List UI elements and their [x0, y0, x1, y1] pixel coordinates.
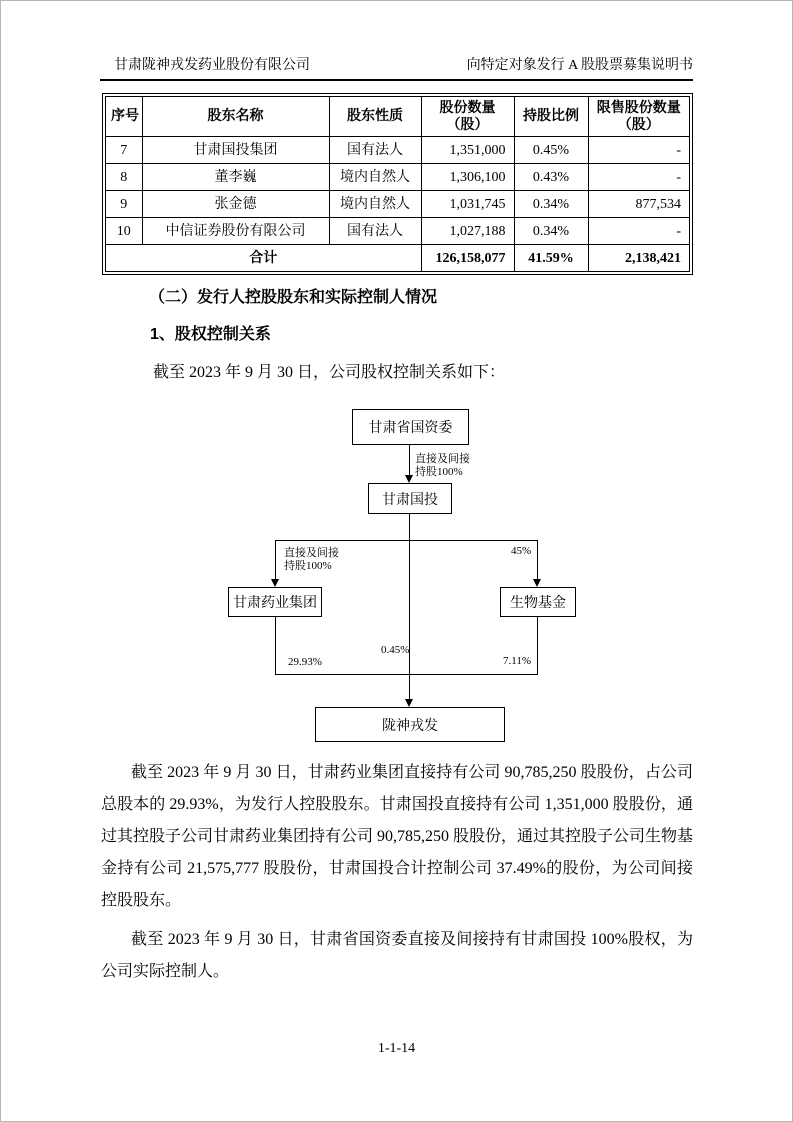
arrowhead-icon: [533, 579, 541, 587]
cell-no: 10: [106, 218, 142, 245]
node-longshen-rongfa: 陇神戎发: [315, 707, 505, 742]
connector-pharma-down: [275, 617, 276, 675]
cell-restricted: -: [588, 218, 689, 245]
intro-paragraph: 截至 2023 年 9 月 30 日，公司股权控制关系如下：: [153, 364, 506, 381]
cell-name: 张金德: [142, 191, 329, 218]
cell-total-ratio: 41.59%: [514, 245, 588, 272]
edge-label-gov-holding: 直接及间接 持股100%: [415, 453, 470, 478]
connector-branch-top: [275, 540, 538, 541]
edge-label-pharma-pct: 29.93%: [288, 656, 322, 668]
cell-restricted: -: [588, 137, 689, 164]
table-row: [106, 218, 689, 245]
connector-branch-bottom: [275, 674, 538, 675]
cell-total-shares: 126,158,077: [421, 245, 514, 272]
edge-label-guotou-biofund: 45%: [511, 545, 532, 557]
section-heading: （二）发行人控股股东和实际控制人情况: [149, 289, 438, 306]
connector-to-pharma: [275, 540, 276, 580]
col-header-no: 序号: [106, 97, 142, 137]
cell-nature: 国有法人: [329, 137, 421, 164]
cell-nature: 境内自然人: [329, 164, 421, 191]
table-row: [106, 164, 689, 191]
edge-label-biofund-pct: 7.11%: [503, 655, 532, 667]
connector-to-biofund: [537, 540, 538, 580]
connector-to-company: [409, 674, 410, 699]
cell-name: 董李巍: [142, 164, 329, 191]
table-row: [106, 191, 689, 218]
header-doc-title: 向特定对象发行 A 股股票募集说明书: [466, 58, 693, 73]
cell-ratio: 0.43%: [514, 164, 588, 191]
body-paragraph-2: 截至 2023 年 9 月 30 日，甘肃省国资委直接及间接持有甘肃国投 100%股权，为公司实际控制人。: [101, 931, 693, 980]
table-total-row: [106, 245, 689, 272]
node-gansu-sasac: 甘肃省国资委: [352, 409, 469, 445]
node-bio-fund: 生物基金: [500, 587, 576, 617]
edge-label-guotou-pct: 0.45%: [381, 644, 410, 656]
cell-nature: 境内自然人: [329, 191, 421, 218]
col-header-restricted: 限售股份数量 （股）: [588, 97, 689, 137]
page-header: [101, 54, 693, 74]
table-row: [106, 137, 689, 164]
arrowhead-icon: [405, 699, 413, 707]
cell-shares: 1,306,100: [421, 164, 514, 191]
cell-no: 8: [106, 164, 142, 191]
cell-shares: 1,031,745: [421, 191, 514, 218]
node-pharma-group: 甘肃药业集团: [228, 587, 322, 617]
cell-restricted: -: [588, 164, 689, 191]
cell-total-label: 合计: [106, 245, 421, 272]
cell-no: 9: [106, 191, 142, 218]
cell-total-restricted: 2,138,421: [588, 245, 689, 272]
node-gansu-guotou: 甘肃国投: [368, 483, 452, 514]
cell-name: 中信证券股份有限公司: [142, 218, 329, 245]
cell-no: 7: [106, 137, 142, 164]
col-header-ratio: 持股比例: [514, 97, 588, 137]
arrowhead-icon: [271, 579, 279, 587]
cell-ratio: 0.34%: [514, 191, 588, 218]
edge-label-guotou-pharma: 直接及间接 持股100%: [284, 547, 339, 572]
col-header-shares: 股份数量 （股）: [421, 97, 514, 137]
body-paragraph-1: 截至 2023 年 9 月 30 日，甘肃药业集团直接持有公司 90,785,250 股股份，占公司总股本的 29.93%，为发行人控股股东。甘肃国投直接持有公司 1,351,000 股股份，通过其控股子公司甘肃药业集团持有公司 90,785,250 股股份，通过其控股子公司生物基金持有公司 21,575,777 股股份，甘肃国投合计控制公司 37.49%的股份，为公司间接控股股东。: [101, 764, 694, 909]
cell-ratio: 0.45%: [514, 137, 588, 164]
equity-structure-diagram: [101, 406, 693, 751]
cell-shares: 1,351,000: [421, 137, 514, 164]
cell-name: 甘肃国投集团: [142, 137, 329, 164]
shareholders-table: [102, 93, 693, 275]
connector-biofund-down: [537, 617, 538, 675]
cell-shares: 1,027,188: [421, 218, 514, 245]
subsection-heading: 1、股权控制关系: [150, 326, 271, 343]
col-header-name: 股东名称: [142, 97, 329, 137]
cell-nature: 国有法人: [329, 218, 421, 245]
arrowhead-icon: [405, 475, 413, 483]
table-header-row: [106, 97, 689, 137]
cell-restricted: 877,534: [588, 191, 689, 218]
cell-ratio: 0.34%: [514, 218, 588, 245]
connector-gov-guotou: [409, 445, 410, 476]
header-company-name: 甘肃陇神戎发药业股份有限公司: [114, 58, 310, 73]
page-number: 1-1-14: [377, 1041, 416, 1056]
col-header-nature: 股东性质: [329, 97, 421, 137]
header-rule: [100, 79, 693, 81]
